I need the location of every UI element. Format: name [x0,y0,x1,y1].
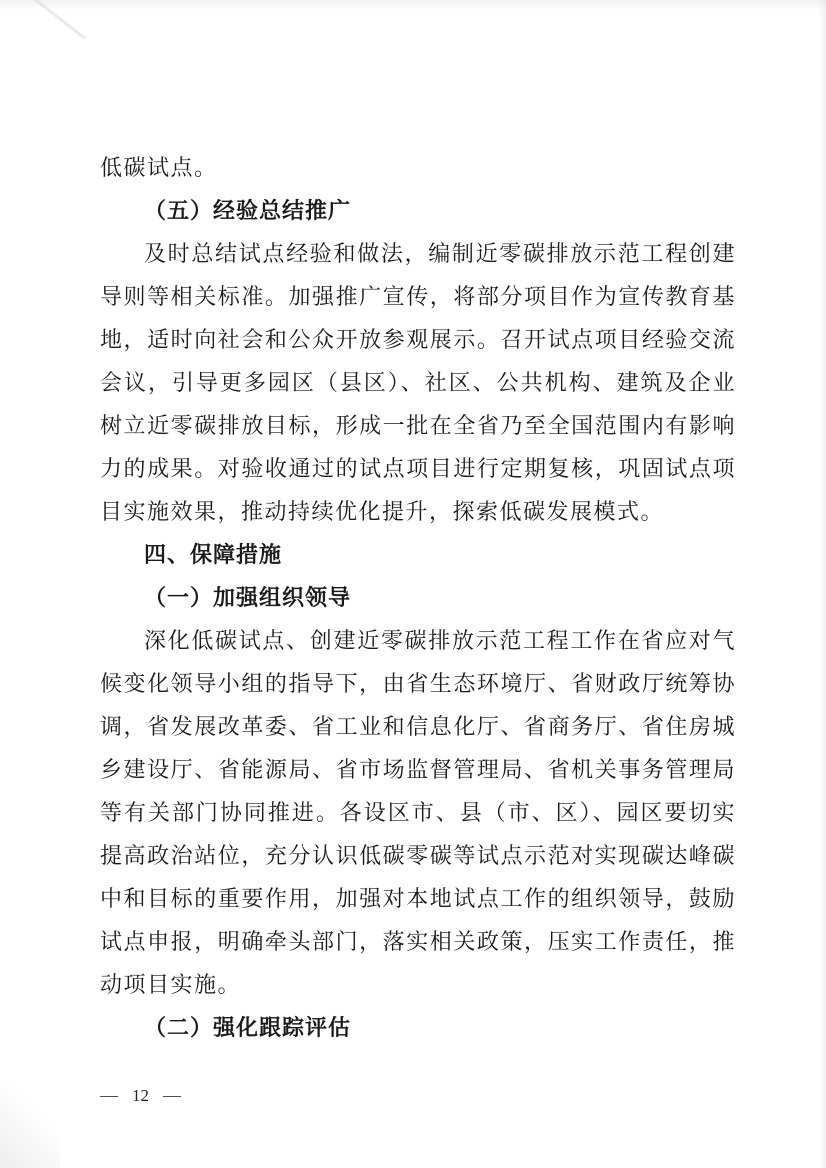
body-paragraph-experience: 及时总结试点经验和做法，编制近零碳排放示范工程创建导则等相关标准。加强推广宣传，将部分项目作为宣传教育基地，适时向社会和公众开放参观展示。召开试点项目经验交流会议，引导更多园区（县区）、社区、公共机构、建筑及企业树立近零碳排放目标，形成一批在全省乃至全国范围内有影响力的成果。对验收通过的试点项目进行定期复核，巩固试点项目实施效果，推动持续优化提升，探索低碳发展模式。 [100,241,736,524]
page-footer [100,1085,181,1106]
page-number: 12 [132,1085,149,1105]
heading-experience-promotion: （五）经验总结推广 [144,198,352,223]
heading-safeguard-measures: 四、保障措施 [144,542,283,567]
footer-dash-right: — [163,1085,181,1105]
document-body [100,146,736,1049]
paragraph-continuation: 低碳试点。 [100,155,218,180]
body-paragraph-leadership: 深化低碳试点、创建近零碳排放示范工程工作在省应对气候变化领导小组的指导下，由省生态环境厅、省财政厅统筹协调，省发展改革委、省工业和信息化厅、省商务厅、省住房城乡建设厅、省能源局、省市场监督管理局、省机关事务管理局等有关部门协同推进。各设区市、县（市、区）、园区要切实提高政治站位，充分认识低碳零碳等试点示范对实现碳达峰碳中和目标的重要作用，加强对本地试点工作的组织领导，鼓励试点申报，明确牵头部门，落实相关政策，压实工作责任，推动项目实施。 [100,628,736,997]
scan-artifact-right-edge [818,0,826,1168]
heading-strengthen-leadership: （一）加强组织领导 [144,585,352,610]
footer-dash-left: — [100,1085,118,1105]
scan-artifact-bottom-left [0,1078,60,1168]
scan-artifact-top-edge [0,0,826,10]
heading-tracking-evaluation: （二）强化跟踪评估 [144,1015,352,1040]
